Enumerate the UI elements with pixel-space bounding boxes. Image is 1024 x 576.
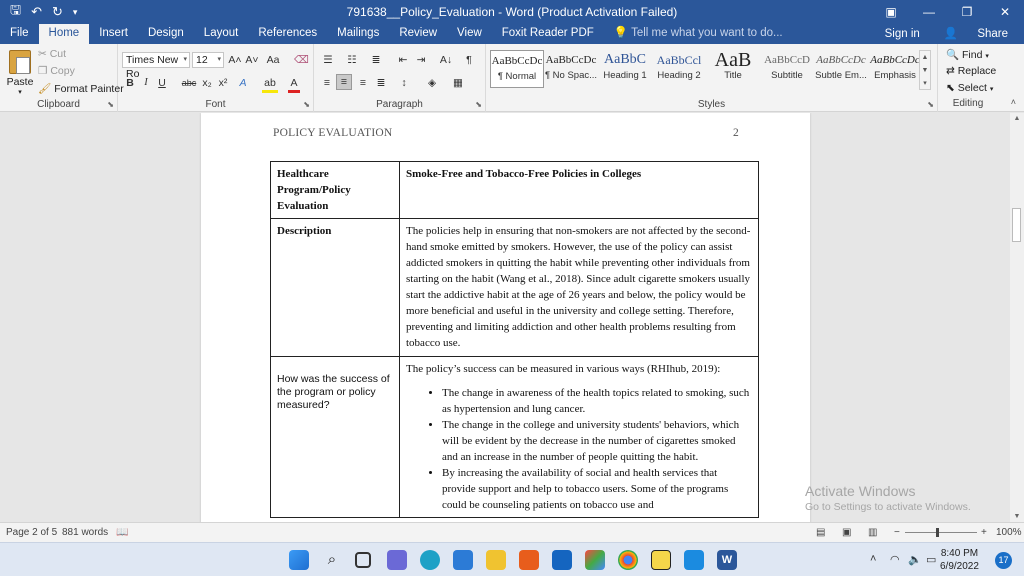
table-cell[interactable]: [400, 357, 759, 518]
chevron-down-icon[interactable]: ▼: [1013, 513, 1021, 520]
document-page[interactable]: [201, 113, 810, 522]
style-name: Heading 2: [657, 70, 701, 81]
clear-formatting-button[interactable]: ⌫: [294, 54, 309, 66]
tab-mailings[interactable]: Mailings: [337, 27, 380, 39]
running-header: POLICY EVALUATION: [273, 127, 393, 139]
style-preview: AaBbCcDc: [816, 54, 866, 66]
sign-in-link[interactable]: Sign in: [884, 28, 920, 40]
replace-icon: ⇄: [946, 65, 958, 77]
edge-icon[interactable]: [420, 550, 440, 570]
wifi-icon[interactable]: ◠: [890, 554, 900, 566]
more-icon: ▾: [923, 80, 927, 87]
scissors-icon: ✂: [38, 48, 50, 60]
chrome-icon[interactable]: [618, 550, 638, 570]
cell-text: The policy’s success can be measured in various ways (RHIhub, 2019):: [406, 363, 721, 375]
decrease-indent-icon[interactable]: ⇤: [398, 54, 408, 66]
subscript-button[interactable]: x₂: [202, 77, 212, 89]
window-title: 791638__Policy_Evaluation - Word (Product Activation Failed): [346, 5, 678, 19]
tell-me-box[interactable]: [604, 24, 793, 44]
chevron-down-icon: ▾: [183, 56, 187, 63]
person-icon: 👤: [943, 28, 962, 40]
style-name: Subtle Em...: [815, 70, 867, 81]
font-label: Font: [205, 99, 226, 110]
strikethrough-button[interactable]: abc: [181, 78, 197, 88]
table-row: [271, 162, 759, 219]
chevron-down-icon: ▾: [989, 86, 994, 93]
select-label: Select: [957, 82, 987, 94]
style-no-spacing[interactable]: [544, 50, 598, 88]
lightbulb-icon: 💡: [613, 27, 632, 39]
cut-button[interactable]: [38, 48, 66, 60]
watermark-line: Activate Windows: [805, 483, 916, 499]
replace-button[interactable]: [946, 65, 996, 77]
system-clock[interactable]: [940, 547, 979, 573]
vscode-icon[interactable]: [684, 550, 704, 570]
table-cell[interactable]: [271, 357, 400, 518]
select-button[interactable]: [946, 82, 993, 94]
sticky-notes-icon[interactable]: [651, 550, 671, 570]
word-count[interactable]: 881 words: [62, 527, 109, 538]
grow-font-button[interactable]: A˄: [228, 54, 242, 66]
list-item: • The change in the college and university students' behaviors, which will be evident by the decrease in the number of cigarettes smoked and an increase in the number of people quitting the habit.: [442, 417, 752, 465]
collapse-ribbon-icon[interactable]: ˄: [1010, 97, 1016, 107]
ribbon-display-button[interactable]: ▣: [885, 5, 897, 19]
numbering-icon[interactable]: ☷: [347, 54, 357, 66]
clock-time: 8:40 PM: [940, 548, 979, 559]
file-explorer-icon[interactable]: [486, 550, 506, 570]
sort-button[interactable]: A↓: [439, 54, 453, 66]
table-cell[interactable]: Description: [271, 219, 400, 357]
style-name: Subtitle: [771, 70, 803, 81]
style-name: ¶ No Spac...: [544, 70, 598, 81]
style-name: ¶ Normal: [497, 71, 537, 82]
zoom-slider-thumb[interactable]: [936, 528, 939, 537]
style-name: Emphasis: [874, 70, 916, 81]
align-left-icon[interactable]: ≡: [323, 77, 331, 89]
copy-icon: ❐: [38, 65, 51, 77]
ribbon-tabs: [0, 24, 1024, 44]
close-button[interactable]: ✕: [999, 5, 1011, 19]
style-normal[interactable]: [490, 50, 544, 88]
share-label: Share: [977, 28, 1008, 40]
zoom-out-button[interactable]: −: [894, 527, 900, 538]
title-bar: [0, 0, 1024, 24]
style-preview: AaBbCcDc: [545, 54, 597, 66]
text-effects-button[interactable]: A: [239, 77, 247, 89]
taskbar: [0, 542, 1024, 576]
justify-icon[interactable]: ≣: [376, 77, 386, 89]
tab-layout[interactable]: Layout: [203, 27, 239, 39]
align-right-icon[interactable]: ≡: [359, 77, 367, 89]
change-case-button[interactable]: Aa: [266, 54, 280, 66]
web-layout-icon[interactable]: ▥: [868, 527, 878, 538]
battery-icon[interactable]: ▭: [926, 554, 937, 566]
italic-button[interactable]: I: [144, 77, 148, 88]
editing-label: Editing: [952, 98, 984, 109]
style-title[interactable]: [706, 50, 760, 88]
proofing-icon[interactable]: 📖: [116, 527, 129, 538]
copy-button[interactable]: [38, 65, 75, 77]
print-layout-icon[interactable]: ▣: [842, 527, 852, 538]
underline-button[interactable]: U: [158, 77, 166, 89]
volume-icon[interactable]: 🔈: [908, 554, 922, 566]
chevron-down-icon: ▾: [985, 53, 989, 60]
table-cell[interactable]: Smoke-Free and Tobacco-Free Policies in Colleges: [400, 162, 759, 219]
cell-text: How was the success of the program or policy measured?: [277, 373, 390, 411]
style-subtle-emphasis[interactable]: [814, 50, 868, 88]
task-view-icon[interactable]: [355, 552, 371, 568]
align-center-icon[interactable]: ≡: [336, 74, 352, 90]
ribbon: [0, 44, 1024, 112]
chevron-up-icon[interactable]: ˄: [870, 553, 877, 565]
undo-icon[interactable]: ↶: [31, 4, 42, 19]
replace-label: Replace: [957, 65, 997, 77]
customize-icon[interactable]: ▾: [72, 6, 78, 17]
styles-gallery-scroll[interactable]: [919, 50, 931, 90]
paragraph-group: [314, 44, 486, 112]
style-heading-2[interactable]: [652, 50, 706, 88]
style-name: Title: [724, 70, 742, 81]
tab-file[interactable]: File: [10, 27, 29, 39]
chevron-down-icon: ▾: [217, 56, 221, 63]
mail-icon[interactable]: [552, 550, 572, 570]
scroll-thumb[interactable]: [1012, 208, 1021, 242]
share-button[interactable]: [928, 25, 1024, 44]
table-cell[interactable]: The policies help in ensuring that non-smokers are not affected by the second-hand smoke emitted by smokers. However, the use of the policy can assist addicted smokers in quitting the habit while preventing other individuals from starting on the habit (Wang et al., 2018). Since adult cigarette smokers usually start the addictive habit at the age of 26 years and below, the policy would be more beneficial and useful in the university and college setting. Therefore, preventing and limiting addiction and other health problems resulting from tobacco use.: [400, 219, 759, 357]
bullets-icon[interactable]: ☰: [323, 54, 333, 66]
clipboard-label: Clipboard: [37, 99, 80, 110]
cursor-icon: ⬉: [946, 82, 958, 94]
style-preview: AaBbCcD: [764, 54, 810, 66]
style-preview: AaBbCcDc: [491, 55, 543, 67]
shrink-font-button[interactable]: A˅: [245, 54, 259, 66]
photos-icon[interactable]: [585, 550, 605, 570]
table-cell[interactable]: Healthcare Program/Policy Evaluation: [271, 162, 400, 219]
chevron-up-icon: ▲: [921, 54, 929, 61]
list-item: • By increasing the availability of social and health services that provide support and help to tobacco users. Some of the programs could be counseling patients on tobacco use and: [442, 465, 752, 513]
line-spacing-icon[interactable]: ↕: [401, 77, 407, 89]
increase-indent-icon[interactable]: ⇥: [416, 54, 426, 66]
search-icon: 🔍: [946, 49, 962, 61]
paste-button[interactable]: [6, 50, 34, 96]
chevron-down-icon: ▼: [921, 67, 929, 74]
bullet-list: [406, 385, 752, 513]
page-number: 2: [733, 127, 739, 139]
tab-design[interactable]: Design: [147, 27, 184, 39]
font-color-button[interactable]: A: [288, 76, 300, 93]
dialog-launcher-icon[interactable]: ⬊: [303, 100, 310, 109]
restore-button[interactable]: ❐: [961, 5, 973, 19]
paragraph-label: Paragraph: [376, 99, 423, 110]
clock-date: 6/9/2022: [940, 561, 979, 572]
style-preview: AaBbCcl: [656, 53, 702, 67]
save-icon[interactable]: 🖫: [10, 2, 22, 17]
tab-home[interactable]: Home: [39, 24, 90, 44]
notification-badge[interactable]: 17: [995, 552, 1012, 569]
store-icon[interactable]: [453, 550, 473, 570]
word-icon[interactable]: W: [717, 550, 737, 570]
vertical-scrollbar[interactable]: [1010, 113, 1024, 522]
list-item: • The change in awareness of the health topics related to smoking, such as hypertension and lung cancer.: [442, 385, 752, 417]
search-icon[interactable]: ⌕: [327, 551, 337, 568]
font-family-value: Times New Ro: [126, 54, 179, 80]
window-controls: [872, 0, 1024, 24]
tab-foxit[interactable]: Foxit Reader PDF: [501, 27, 594, 39]
style-preview: AaBbC: [604, 52, 646, 67]
cut-label: Cut: [49, 48, 67, 60]
format-painter-label: Format Painter: [54, 83, 124, 95]
table-row: [271, 219, 759, 357]
style-preview: AaBbCcDc: [870, 54, 920, 66]
font-group: [118, 44, 314, 112]
dialog-launcher-icon[interactable]: ⬊: [107, 100, 114, 109]
zoom-level[interactable]: 100%: [996, 527, 1022, 538]
page-count[interactable]: Page 2 of 5: [6, 527, 58, 538]
tab-review[interactable]: Review: [399, 27, 438, 39]
sublime-icon[interactable]: [519, 550, 539, 570]
font-size-select[interactable]: [192, 52, 224, 68]
redo-icon[interactable]: ↻: [51, 4, 63, 19]
borders-icon[interactable]: ▦: [453, 77, 463, 89]
styles-group: [486, 44, 938, 112]
style-preview: AaB: [714, 50, 752, 70]
chevron-down-icon: ▾: [18, 89, 22, 96]
clipboard-group: [0, 44, 124, 112]
chevron-up-icon[interactable]: ▲: [1013, 115, 1021, 122]
watermark-line: Go to Settings to activate Windows.: [805, 501, 971, 513]
tab-view[interactable]: View: [457, 27, 482, 39]
highlight-button[interactable]: ab: [262, 76, 278, 93]
read-mode-icon[interactable]: ▤: [816, 527, 826, 538]
multilevel-list-icon[interactable]: ≣: [371, 54, 381, 66]
style-name: Heading 1: [603, 70, 647, 81]
bold-button[interactable]: B: [126, 77, 134, 89]
dialog-launcher-icon[interactable]: ⬊: [927, 100, 934, 109]
chat-icon[interactable]: [387, 550, 407, 570]
table-row: [271, 357, 759, 518]
activate-windows-watermark: [805, 483, 971, 513]
find-label: Find: [962, 49, 983, 61]
font-family-select[interactable]: [122, 52, 190, 80]
windows-start-icon[interactable]: [289, 550, 309, 570]
quick-access-toolbar: [0, 1, 180, 23]
brush-icon: 🖌: [38, 83, 55, 95]
paste-icon: [9, 50, 31, 74]
policy-table: [270, 161, 759, 518]
font-size-value: 12: [196, 54, 208, 66]
find-button[interactable]: [946, 48, 989, 61]
styles-label: Styles: [697, 99, 726, 110]
format-painter-button[interactable]: [38, 82, 124, 95]
superscript-button[interactable]: x²: [218, 77, 228, 89]
tell-me-text: Tell me what you want to do...: [631, 27, 783, 39]
style-heading-1[interactable]: [598, 50, 652, 88]
copy-label: Copy: [50, 65, 75, 77]
show-marks-button[interactable]: ¶: [466, 54, 472, 66]
style-subtitle[interactable]: [760, 50, 814, 88]
tab-references[interactable]: References: [258, 27, 318, 39]
minimize-button[interactable]: —: [923, 5, 935, 19]
paste-label: Paste: [6, 76, 34, 88]
dialog-launcher-icon[interactable]: ⬊: [475, 100, 482, 109]
shading-icon[interactable]: ◈: [427, 77, 437, 89]
zoom-in-button[interactable]: +: [981, 527, 987, 538]
zoom-slider[interactable]: [905, 532, 977, 533]
style-emphasis[interactable]: [868, 50, 922, 88]
status-bar: [0, 522, 1024, 542]
document-area: [0, 113, 1010, 522]
tab-insert[interactable]: Insert: [99, 27, 128, 39]
